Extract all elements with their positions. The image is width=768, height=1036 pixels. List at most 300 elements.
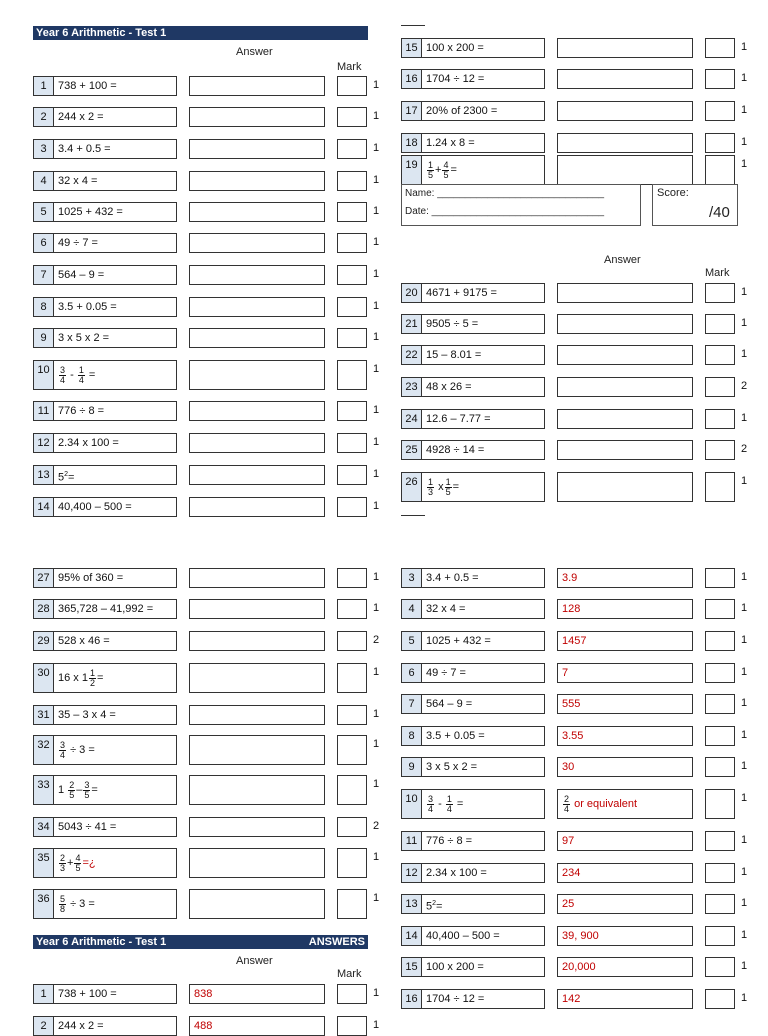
numerator: 2: [564, 793, 570, 804]
answer-box[interactable]: [189, 328, 325, 348]
question-text: [53, 465, 177, 485]
denominator: 4: [78, 374, 84, 385]
question-number: 7: [401, 694, 422, 714]
mark-box[interactable]: [337, 171, 367, 191]
answer-box[interactable]: [189, 171, 325, 191]
numerator: 3: [60, 739, 66, 750]
mark-box[interactable]: [337, 265, 367, 285]
mark-box[interactable]: [337, 599, 367, 619]
denominator: 5: [75, 862, 81, 873]
answer-box[interactable]: [557, 789, 693, 819]
question-number: 28: [33, 599, 54, 619]
test-title: Year 6 Arithmetic - Test 1: [36, 27, 167, 39]
mark-box[interactable]: [337, 497, 367, 517]
answer-box[interactable]: [557, 283, 693, 303]
answers-label: ANSWERS: [308, 936, 365, 948]
marks-available: 1: [741, 348, 748, 360]
question-text: 1025 + 432 =: [53, 202, 177, 222]
question-number: 8: [401, 726, 422, 746]
question-text: 5043 ÷ 41 =: [53, 817, 177, 837]
expression-tail: ÷ 3 =: [70, 898, 95, 910]
answer-box[interactable]: [189, 663, 325, 693]
denominator: 4: [428, 803, 434, 814]
exponent: 2: [432, 900, 437, 907]
marks-available: 1: [373, 236, 380, 248]
mark-box[interactable]: [705, 831, 735, 851]
marks-available: 1: [741, 72, 748, 84]
mark-box[interactable]: [705, 101, 735, 121]
question-text: 3.4 + 0.5 =: [421, 568, 545, 588]
mark-box[interactable]: [705, 694, 735, 714]
marks-available: 1: [741, 760, 748, 772]
mark-box[interactable]: [705, 69, 735, 89]
mark-box[interactable]: [705, 789, 735, 819]
question-number: 10: [401, 789, 422, 819]
mark-box[interactable]: [705, 989, 735, 1009]
answer-header: Answer: [236, 46, 273, 58]
marks-available: 1: [741, 897, 748, 909]
question-number: 36: [33, 889, 54, 919]
question-number: 16: [401, 69, 422, 89]
mark-box[interactable]: [337, 984, 367, 1004]
mark-box[interactable]: [705, 863, 735, 883]
question-text: 528 x 46 =: [53, 631, 177, 651]
numerator: 1: [428, 159, 434, 170]
answer-box[interactable]: [189, 848, 325, 878]
marks-available: 1: [373, 300, 380, 312]
equals-mark: =¿: [82, 857, 96, 869]
mark-box[interactable]: [337, 1016, 367, 1036]
marks-available: 1: [741, 929, 748, 941]
answer-box[interactable]: [189, 817, 325, 837]
question-number: 14: [33, 497, 54, 517]
answer-box[interactable]: [189, 360, 325, 390]
question-number: 8: [33, 297, 54, 317]
marks-available: 1: [373, 571, 380, 583]
answer-box[interactable]: [557, 133, 693, 153]
denominator: 5: [443, 169, 449, 180]
numerator: 4: [443, 159, 449, 170]
question-number: 33: [33, 775, 54, 805]
mark-box[interactable]: [337, 360, 367, 390]
question-text: [53, 735, 177, 765]
answer-box[interactable]: [557, 101, 693, 121]
question-text: 738 + 100 =: [53, 76, 177, 96]
mark-box[interactable]: [705, 345, 735, 365]
numerator: 1: [446, 793, 452, 804]
marks-available: 1: [741, 992, 748, 1004]
question-number: 11: [401, 831, 422, 851]
operator: –: [76, 784, 83, 796]
question-number: 5: [33, 202, 54, 222]
answer-box[interactable]: [557, 38, 693, 58]
marks-available: 1: [373, 79, 380, 91]
score-box: [652, 184, 738, 226]
question-number: 16: [401, 989, 422, 1009]
answer-box[interactable]: [557, 440, 693, 460]
mark-box[interactable]: [705, 409, 735, 429]
question-number: 1: [33, 76, 54, 96]
marks-available: 1: [741, 136, 748, 148]
answer-box[interactable]: [557, 409, 693, 429]
mark-box[interactable]: [705, 155, 735, 185]
answer-box[interactable]: [189, 775, 325, 805]
marks-available: 1: [741, 104, 748, 116]
question-number: 13: [401, 894, 422, 914]
question-text: 20% of 2300 =: [421, 101, 545, 121]
question-text: 32 x 4 =: [421, 599, 545, 619]
marks-available: 1: [373, 363, 380, 375]
question-text: 244 x 2 =: [53, 107, 177, 127]
question-number: 10: [33, 360, 54, 390]
mark-box[interactable]: [337, 76, 367, 96]
question-number: 14: [401, 926, 422, 946]
numerator: 4: [75, 852, 81, 863]
marks-available: 1: [373, 892, 380, 904]
expression-tail: ÷ 3 =: [70, 744, 95, 756]
question-text: [53, 360, 177, 390]
answer-box[interactable]: [189, 497, 325, 517]
marks-available: 1: [741, 571, 748, 583]
question-text: [421, 789, 545, 819]
marks-available: 2: [741, 380, 748, 392]
marks-available: 2: [373, 634, 380, 646]
question-text: 3 x 5 x 2 =: [421, 757, 545, 777]
answer-box[interactable]: 3.55: [557, 726, 693, 746]
answer-box[interactable]: 39, 900: [557, 926, 693, 946]
exponent: 2: [64, 471, 69, 478]
marks-available: 1: [741, 602, 748, 614]
numerator: 3: [84, 779, 90, 790]
question-number: 20: [401, 283, 422, 303]
answer-box[interactable]: [189, 599, 325, 619]
question-number: 15: [401, 957, 422, 977]
numerator: 1: [89, 667, 95, 678]
mark-box[interactable]: [705, 133, 735, 153]
fraction: [74, 854, 81, 873]
mark-box[interactable]: [337, 328, 367, 348]
name-date-box: [401, 184, 641, 226]
answer-box[interactable]: [189, 631, 325, 651]
question-text: 564 – 9 =: [53, 265, 177, 285]
mark-box[interactable]: [337, 139, 367, 159]
marks-available: 1: [373, 142, 380, 154]
question-number: 2: [33, 107, 54, 127]
question-number: 6: [401, 663, 422, 683]
question-number: 9: [33, 328, 54, 348]
fraction: [89, 669, 96, 688]
mark-box[interactable]: [337, 202, 367, 222]
question-number: 1: [33, 984, 54, 1004]
mark-box[interactable]: [705, 599, 735, 619]
fraction: [442, 161, 449, 180]
question-text: 1704 ÷ 12 =: [421, 69, 545, 89]
question-text: [421, 155, 545, 185]
fraction: [446, 795, 453, 814]
mark-box[interactable]: [337, 705, 367, 725]
denominator: 2: [89, 677, 95, 688]
answer-box[interactable]: [189, 139, 325, 159]
fraction: [427, 795, 434, 814]
question-number: 3: [401, 568, 422, 588]
mark-box[interactable]: [337, 889, 367, 919]
denominator: 3: [60, 862, 66, 873]
question-text: 3 x 5 x 2 =: [53, 328, 177, 348]
marks-available: 2: [741, 443, 748, 455]
equals: =: [88, 369, 96, 381]
denominator: 5: [84, 789, 90, 800]
footer-rule: [401, 515, 425, 516]
denominator: 5: [69, 789, 75, 800]
marks-available: 1: [373, 738, 380, 750]
marks-available: 1: [741, 960, 748, 972]
mark-box[interactable]: [705, 926, 735, 946]
question-number: 34: [33, 817, 54, 837]
mark-box[interactable]: [705, 472, 735, 502]
answer-box[interactable]: [189, 568, 325, 588]
question-number: 32: [33, 735, 54, 765]
question-number: 25: [401, 440, 422, 460]
fraction: [78, 366, 85, 385]
answer-box[interactable]: [557, 314, 693, 334]
mark-box[interactable]: [705, 568, 735, 588]
date-field[interactable]: Date: _______________________________: [405, 206, 605, 217]
numerator: 2: [69, 779, 75, 790]
mark-box[interactable]: [705, 757, 735, 777]
marks-available: 1: [741, 634, 748, 646]
question-text: 40,400 – 500 =: [421, 926, 545, 946]
mark-box[interactable]: [705, 377, 735, 397]
fraction: [59, 741, 66, 760]
numerator: 1: [445, 476, 451, 487]
answer-box[interactable]: 234: [557, 863, 693, 883]
mark-box[interactable]: [337, 401, 367, 421]
mark-box[interactable]: [705, 957, 735, 977]
mark-box[interactable]: [337, 817, 367, 837]
mark-box[interactable]: [337, 233, 367, 253]
answer-box[interactable]: 838: [189, 984, 325, 1004]
numerator: 1: [78, 364, 84, 375]
mark-box[interactable]: [705, 440, 735, 460]
question-number: 26: [401, 472, 422, 502]
mark-header: Mark: [337, 61, 362, 73]
base: 5: [58, 471, 65, 484]
question-text: 2.34 x 100 =: [421, 863, 545, 883]
answer-box[interactable]: [189, 107, 325, 127]
numerator: 1: [428, 476, 434, 487]
fraction: [59, 366, 66, 385]
numerator: 3: [428, 793, 434, 804]
question-number: 30: [33, 663, 54, 693]
operator: -: [438, 798, 442, 810]
answer-box[interactable]: 1457: [557, 631, 693, 651]
answer-box[interactable]: 25: [557, 894, 693, 914]
marks-available: 1: [373, 708, 380, 720]
question-text: 244 x 2 =: [53, 1016, 177, 1036]
question-text: [421, 894, 545, 914]
numerator: 2: [60, 852, 66, 863]
question-number: 17: [401, 101, 422, 121]
question-number: 35: [33, 848, 54, 878]
denominator: 4: [446, 803, 452, 814]
marks-available: 1: [741, 866, 748, 878]
fraction: [427, 161, 434, 180]
mark-box[interactable]: [705, 314, 735, 334]
question-text: 1025 + 432 =: [421, 631, 545, 651]
answer-box[interactable]: [189, 265, 325, 285]
marks-available: 1: [741, 729, 748, 741]
marks-available: 1: [373, 987, 380, 999]
answer-box[interactable]: [189, 465, 325, 485]
fraction: [445, 478, 452, 497]
marks-available: 1: [373, 174, 380, 186]
answer-box[interactable]: 555: [557, 694, 693, 714]
question-text: 49 ÷ 7 =: [53, 233, 177, 253]
mark-box[interactable]: [337, 297, 367, 317]
marks-available: 1: [741, 317, 748, 329]
marks-available: 1: [373, 404, 380, 416]
mark-box[interactable]: [337, 568, 367, 588]
question-text: 12.6 – 7.77 =: [421, 409, 545, 429]
answer-box[interactable]: [189, 233, 325, 253]
answer-box[interactable]: 488: [189, 1016, 325, 1036]
test-title-bar: [33, 26, 368, 40]
answer-note: or equivalent: [574, 798, 638, 810]
mark-box[interactable]: [337, 433, 367, 453]
answer-box[interactable]: [557, 69, 693, 89]
fraction: [59, 895, 66, 914]
mark-box[interactable]: [337, 848, 367, 878]
marks-available: 1: [373, 110, 380, 122]
marks-available: 1: [741, 666, 748, 678]
marks-available: 1: [741, 834, 748, 846]
mark-box[interactable]: [705, 38, 735, 58]
denominator: 8: [60, 903, 66, 914]
denominator: 4: [60, 749, 66, 760]
mark-box[interactable]: [705, 894, 735, 914]
answer-box[interactable]: [189, 202, 325, 222]
marks-available: 1: [373, 602, 380, 614]
answers-test-title: Year 6 Arithmetic - Test 1: [36, 936, 167, 948]
marks-available: 1: [373, 851, 380, 863]
name-field[interactable]: Name: ______________________________: [405, 188, 605, 199]
answer-box[interactable]: [189, 889, 325, 919]
question-text: 4671 + 9175 =: [421, 283, 545, 303]
question-text: 95% of 360 =: [53, 568, 177, 588]
mark-box[interactable]: [705, 726, 735, 746]
question-text: [53, 663, 177, 693]
marks-available: 1: [373, 500, 380, 512]
marks-available: 1: [741, 475, 748, 487]
answer-box[interactable]: [557, 155, 693, 185]
question-number: 2: [33, 1016, 54, 1036]
question-number: 13: [33, 465, 54, 485]
mark-box[interactable]: [337, 631, 367, 651]
mark-header: Mark: [337, 968, 362, 980]
question-number: 12: [33, 433, 54, 453]
mark-box[interactable]: [337, 465, 367, 485]
marks-available: 1: [373, 1019, 380, 1031]
equals: =: [91, 784, 98, 796]
question-text: 40,400 – 500 =: [53, 497, 177, 517]
answer-header: Answer: [236, 955, 273, 967]
marks-available: 1: [373, 468, 380, 480]
answers-title-bar: [33, 935, 368, 949]
operator: +: [435, 164, 442, 176]
equals: =: [450, 164, 457, 176]
mark-box[interactable]: [705, 631, 735, 651]
question-number: 6: [33, 233, 54, 253]
answer-box[interactable]: 128: [557, 599, 693, 619]
answer-box[interactable]: [189, 433, 325, 453]
operator: -: [70, 369, 74, 381]
question-text: 776 ÷ 8 =: [53, 401, 177, 421]
answer-box[interactable]: [189, 735, 325, 765]
question-text: 15 – 8.01 =: [421, 345, 545, 365]
denominator: 5: [428, 169, 434, 180]
question-number: 5: [401, 631, 422, 651]
marks-available: 1: [741, 697, 748, 709]
question-number: 4: [401, 599, 422, 619]
answer-box[interactable]: [189, 297, 325, 317]
question-text: 100 x 200 =: [421, 957, 545, 977]
answer-box[interactable]: 20,000: [557, 957, 693, 977]
answer-box[interactable]: [189, 76, 325, 96]
answer-box[interactable]: [557, 472, 693, 502]
mark-box[interactable]: [337, 775, 367, 805]
mark-box[interactable]: [337, 735, 367, 765]
question-text: 32 x 4 =: [53, 171, 177, 191]
answer-box[interactable]: [557, 345, 693, 365]
score-total: /40: [709, 204, 730, 221]
question-number: 23: [401, 377, 422, 397]
marks-available: 1: [373, 436, 380, 448]
question-number: 9: [401, 757, 422, 777]
question-text: 738 + 100 =: [53, 984, 177, 1004]
question-text: 1.24 x 8 =: [421, 133, 545, 153]
question-text: 4928 ÷ 14 =: [421, 440, 545, 460]
mark-box[interactable]: [337, 107, 367, 127]
equals: =: [96, 672, 104, 684]
mark-box[interactable]: [705, 663, 735, 683]
question-number: 12: [401, 863, 422, 883]
answer-box[interactable]: [189, 705, 325, 725]
mark-box[interactable]: [337, 663, 367, 693]
question-number: 4: [33, 171, 54, 191]
answer-box[interactable]: 30: [557, 757, 693, 777]
answer-box[interactable]: 7: [557, 663, 693, 683]
answer-box[interactable]: 97: [557, 831, 693, 851]
answer-box[interactable]: 3.9: [557, 568, 693, 588]
equals: =: [452, 481, 460, 493]
question-number: 7: [33, 265, 54, 285]
answer-box[interactable]: [189, 401, 325, 421]
answer-header: Answer: [604, 254, 641, 266]
question-text: 3.5 + 0.05 =: [53, 297, 177, 317]
header-rule: [401, 25, 425, 26]
answer-box[interactable]: [557, 377, 693, 397]
question-text: 3.5 + 0.05 =: [421, 726, 545, 746]
mark-box[interactable]: [705, 283, 735, 303]
question-text: [53, 889, 177, 919]
marks-available: 1: [373, 331, 380, 343]
question-number: 27: [33, 568, 54, 588]
answer-box[interactable]: 142: [557, 989, 693, 1009]
question-text: 35 – 3 x 4 =: [53, 705, 177, 725]
operator: x: [438, 481, 444, 493]
question-text: [421, 472, 545, 502]
question-number: 11: [33, 401, 54, 421]
